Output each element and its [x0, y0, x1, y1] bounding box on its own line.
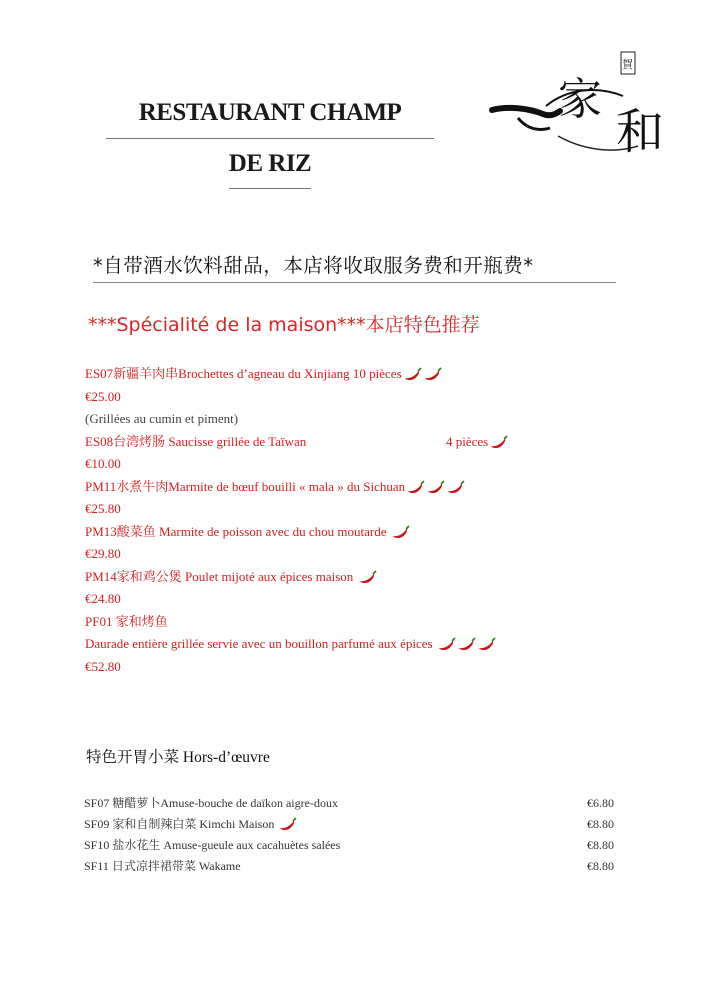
- list-item: [84, 793, 614, 814]
- menu-item-pf01-desc: [85, 633, 605, 656]
- specialite-heading: ***Spécialité de la maison***本店特色推荐: [88, 314, 480, 336]
- restaurant-title: [106, 88, 434, 189]
- chili-pepper-icon: [406, 480, 425, 494]
- item-label: SF11 日式凉拌裙带菜 Wakame: [84, 859, 241, 873]
- item-name: PM14家和鸡公煲 Poulet mijoté aux épices maison: [85, 568, 354, 584]
- chili-pepper-icon: [403, 367, 422, 381]
- item-price: €8.80: [587, 838, 614, 852]
- item-price: €6.80: [587, 796, 614, 810]
- item-price: €10.00: [85, 456, 121, 471]
- menu-item-pf01: PF01 家和烤鱼: [85, 613, 168, 629]
- item-name: PM11水煮牛肉Marmite de bœuf bouilli « mala » du Sichuan: [85, 478, 406, 494]
- list-item: [84, 814, 614, 835]
- chili-pepper-icon: [437, 637, 456, 651]
- logo-char-jia: 家: [558, 74, 602, 125]
- chili-pepper-icon: [278, 817, 297, 831]
- chili-pepper-icon: [477, 637, 496, 651]
- logo-seal: 賀: [622, 58, 633, 71]
- menu-item-es07: [85, 363, 605, 386]
- item-note: (Grillées au cumin et piment): [85, 411, 239, 426]
- item-price: €24.80: [85, 591, 121, 606]
- chili-pepper-icon: [391, 525, 410, 539]
- chili-pepper-icon: [426, 480, 445, 494]
- item-label: SF09 家和自制辣白菜 Kimchi Maison: [84, 817, 275, 831]
- item-label: SF10 盐水花生 Amuse-gueule aux cacahuètes salées: [84, 838, 341, 852]
- list-item: [84, 856, 614, 877]
- item-price: €29.80: [85, 546, 121, 561]
- hors-title-cn: 特色开胃小菜: [86, 748, 180, 766]
- hors-doeuvre-heading: [86, 745, 270, 767]
- item-price: €52.80: [85, 658, 121, 674]
- item-price: €8.80: [587, 859, 614, 873]
- chili-pepper-icon: [457, 637, 476, 651]
- chili-pepper-icon: [358, 570, 377, 584]
- menu-item-pm13: [85, 521, 605, 544]
- hors-title-fr: Hors-d’œuvre: [182, 749, 270, 766]
- item-desc: Daurade entière grillée servie avec un bouillon parfumé aux épices: [85, 636, 433, 651]
- menu-item-pm11: [85, 476, 605, 499]
- notice-text: *自带酒水饮料甜品，本店将收取服务费和开瓶费*: [93, 250, 616, 283]
- hors-doeuvre-list: [84, 793, 614, 877]
- title-line-2: DE RIZ: [229, 140, 311, 189]
- title-line-1: RESTAURANT CHAMP: [106, 88, 434, 139]
- menu-item-pm14: [85, 566, 605, 589]
- chili-pepper-icon: [423, 367, 442, 381]
- restaurant-logo: [488, 48, 683, 166]
- item-pieces: 4 pièces: [446, 433, 489, 449]
- chili-pepper-icon: [489, 435, 508, 449]
- item-label: SF07 糖醋萝卜Amuse-bouche de daïkon aigre-doux: [84, 796, 338, 810]
- list-item: [84, 835, 614, 856]
- chili-pepper-icon: [446, 480, 465, 494]
- logo-char-he: 和: [616, 104, 665, 160]
- item-price: €25.00: [85, 388, 121, 404]
- item-name: ES07新疆羊肉串Brochettes d’agneau du Xinjiang 10 pièces: [85, 366, 402, 381]
- specialite-list: [85, 363, 605, 678]
- item-name: ES08台湾烤肠 Saucisse grillée de Taïwan: [85, 433, 307, 449]
- item-name: PM13酸菜鱼 Marmite de poisson avec du chou moutarde: [85, 523, 387, 539]
- item-price: €8.80: [587, 817, 614, 831]
- item-price: €25.80: [85, 501, 121, 516]
- menu-item-es08: [85, 431, 605, 454]
